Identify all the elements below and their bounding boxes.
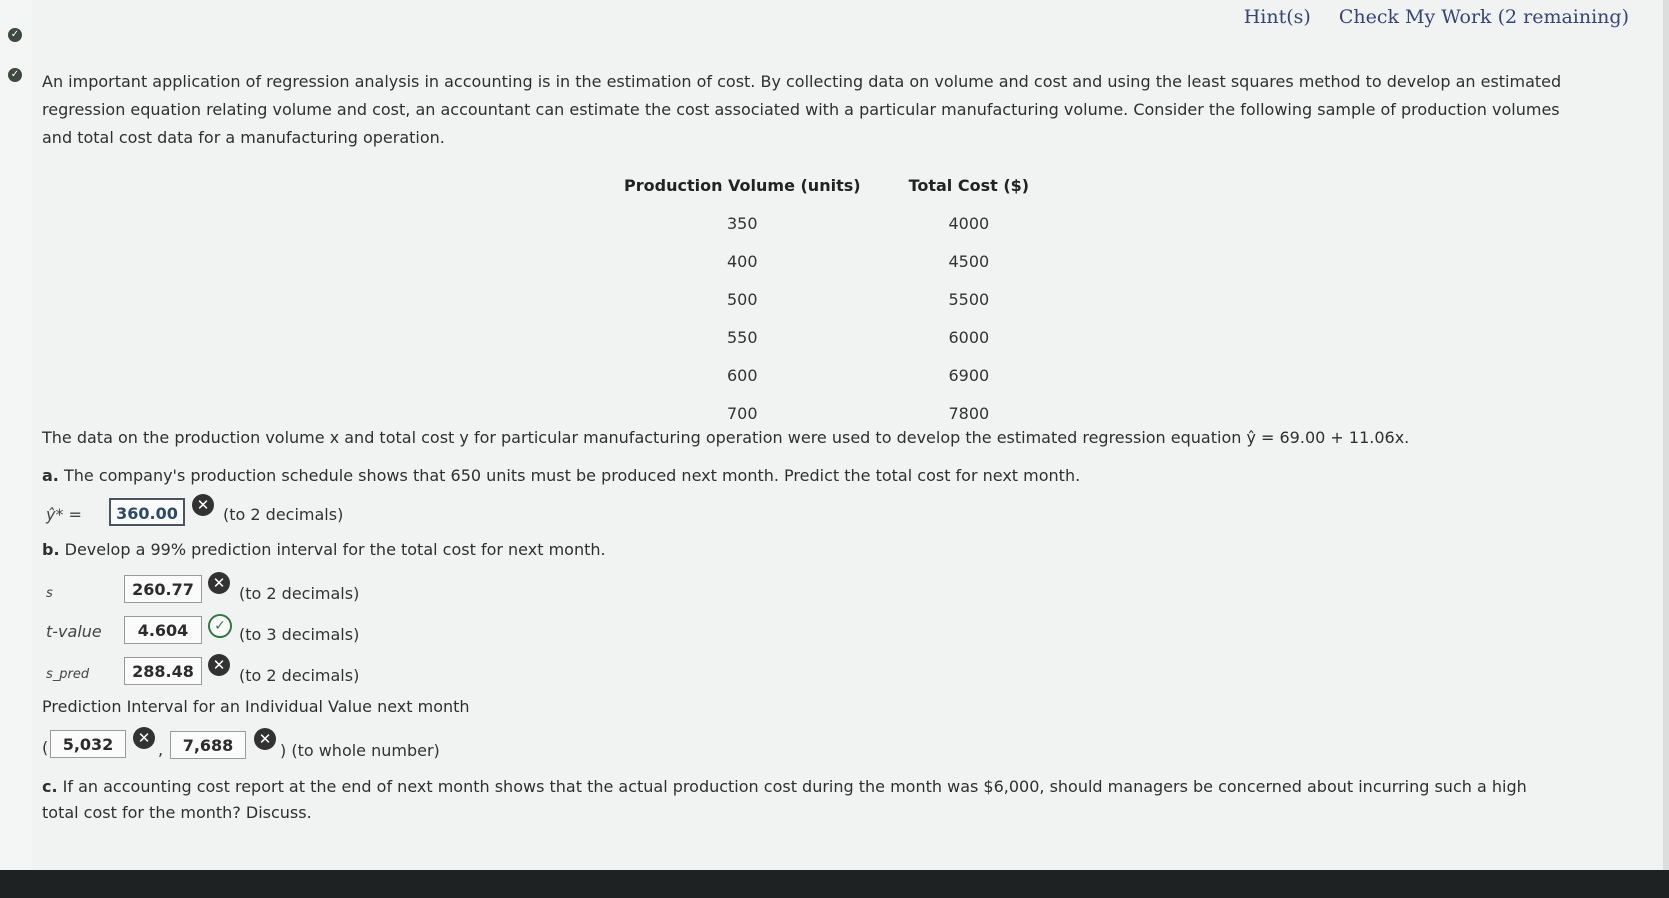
part-a-text: The company's production schedule shows that 650 units must be produced next month. Predict the total cost for next month. [63,466,1081,485]
completed-check-icon: ✓ [8,68,22,82]
part-a-question [42,466,1442,485]
t-value-input[interactable]: 4.604 [124,616,202,644]
topbar [1222,6,1629,28]
precision-note: (to 2 decimals) [223,505,344,524]
left-rail [0,0,33,898]
open-paren: ( [42,738,49,757]
predicted-cost-input[interactable]: 360.00 [109,498,185,526]
completed-check-icon: ✓ [8,28,22,42]
incorrect-icon: ✕ [254,728,276,750]
table-row [600,280,1053,318]
table-row [600,242,1053,280]
s-pred-input[interactable]: 288.48 [124,657,202,685]
t-value-label: t-value [46,622,102,641]
incorrect-icon: ✕ [208,654,230,676]
incorrect-icon: ✕ [192,494,214,516]
table-cell: 6000 [948,327,990,347]
precision-note: (to 2 decimals) [239,666,360,685]
precision-note: (to 3 decimals) [239,625,360,644]
table-cell: 7800 [948,403,990,423]
correct-icon: ✓ [208,614,232,638]
interval-high-input[interactable]: 7,688 [170,731,246,759]
part-c-label: c. [42,777,58,796]
hints-link[interactable]: Hint(s) [1243,6,1311,28]
table-cell: 4000 [948,213,990,233]
part-c-text: If an accounting cost report at the end of next month shows that the actual production cost during the month was $6,000, should managers be concerned about incurring such a high total cost for the month? Discuss. [42,777,1527,822]
bottom-bar [0,870,1669,898]
part-b-label: b. [42,540,60,559]
right-edge [1663,0,1669,870]
table-header: Total Cost ($) [908,175,1030,195]
table-row [600,356,1053,394]
table-cell: 550 [727,327,758,347]
check-my-work-link[interactable]: Check My Work (2 remaining) [1338,6,1629,28]
interval-title: Prediction Interval for an Individual Value next month [42,697,470,716]
table-cell: 500 [727,289,758,309]
incorrect-icon: ✕ [208,572,230,594]
interval-note: ) (to whole number) [280,741,440,760]
table-cell: 400 [727,251,758,271]
table-cell: 700 [727,403,758,423]
precision-note: (to 2 decimals) [239,584,360,603]
data-table [600,166,1053,432]
interval-low-input[interactable]: 5,032 [50,730,126,758]
intro-paragraph: An important application of regression analysis in accounting is in the estimation of cost. By collecting data on volume and cost and using the least squares method to develop an estimated regression equation relating volume and cost, an accountant can estimate the cost associated with a particular manufacturing volume. Consider the following sample of production volumes and total cost data for a manufacturing operation. [42,72,1562,147]
part-b-text: Develop a 99% prediction interval for the total cost for next month. [64,540,606,559]
part-c-question [42,774,1542,826]
table-cell: 6900 [948,365,990,385]
table-row [600,318,1053,356]
part-a-label: a. [42,466,59,485]
part-b-question [42,540,942,559]
s-pred-label: s_pred [46,667,90,682]
table-row [600,394,1053,432]
s-input[interactable]: 260.77 [124,575,202,603]
y-star-label: ŷ* = [46,505,82,524]
table-row [600,204,1053,242]
comma: , [158,740,164,759]
s-label: s [46,586,53,601]
table-cell: 600 [727,365,758,385]
table-cell: 4500 [948,251,990,271]
table-cell: 5500 [948,289,990,309]
incorrect-icon: ✕ [133,727,155,749]
table-header: Production Volume (units) [624,175,861,195]
regression-statement: The data on the production volume x and total cost y for particular manufacturing operation were used to develop the estimated regression equation ŷ = 69.00 + 11.06x. [42,428,1410,447]
table-cell: 350 [727,213,758,233]
